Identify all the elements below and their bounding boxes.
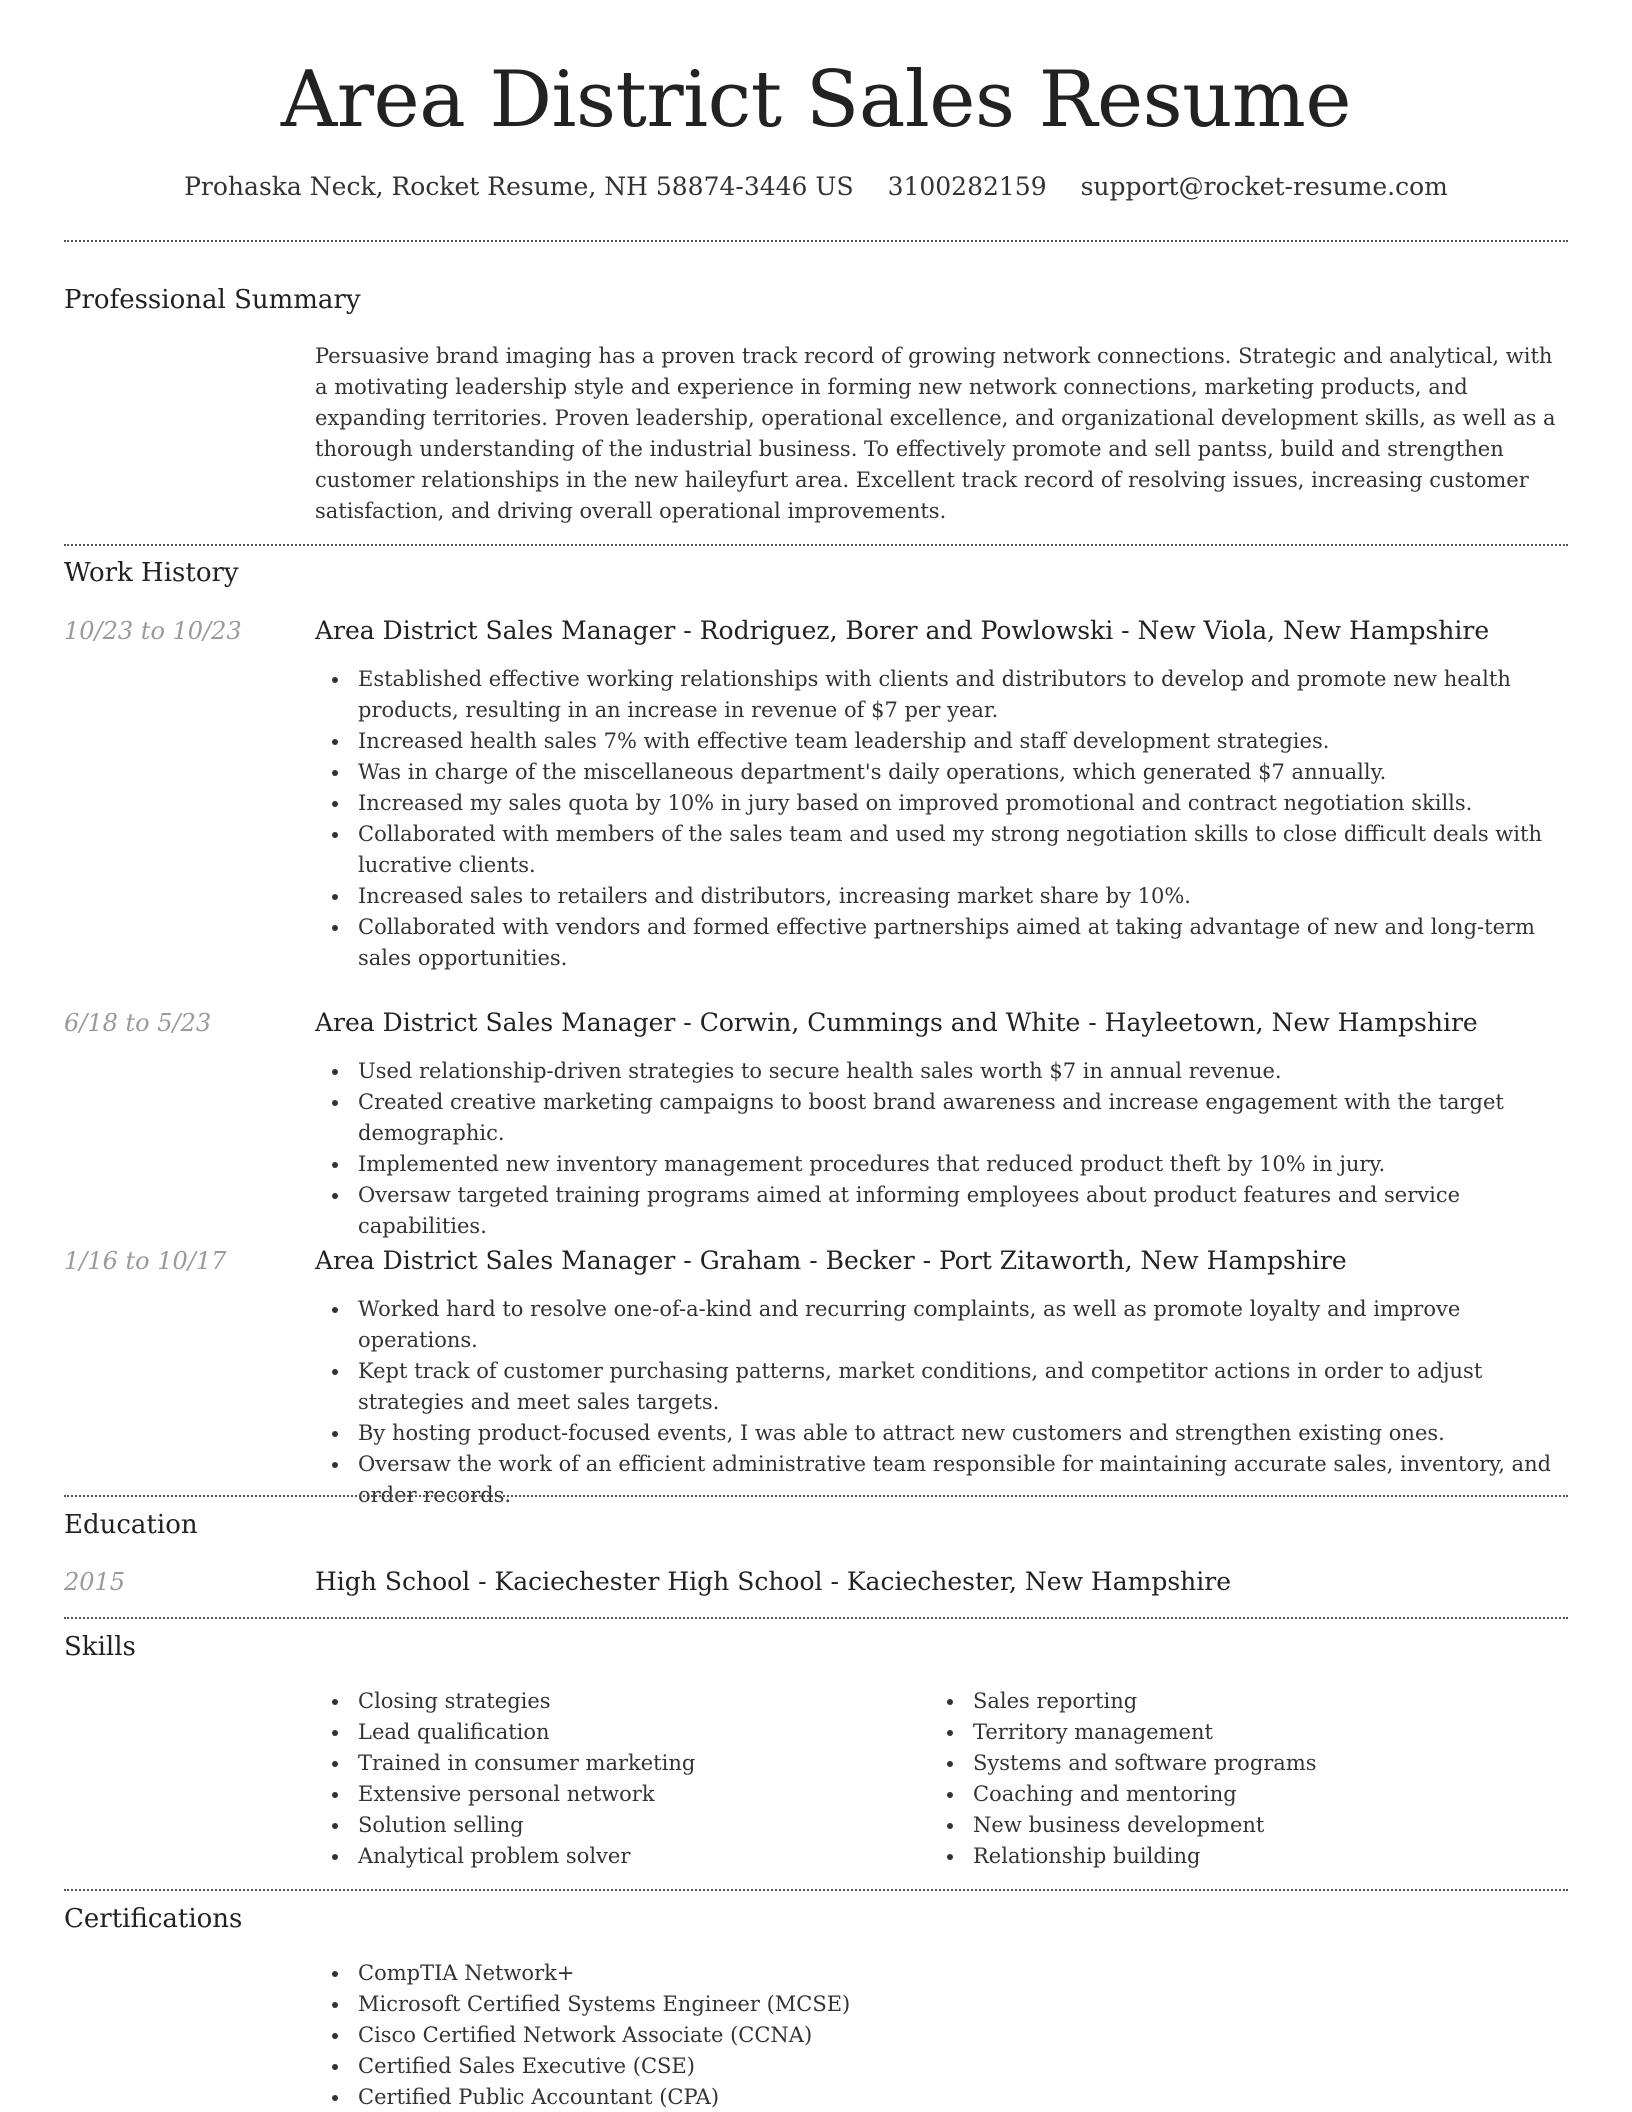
job-bullet: Was in charge of the miscellaneous department's daily operations, which generated $7 annually. (315, 757, 1568, 788)
work-history-heading: Work History (64, 558, 239, 588)
skill-item: Lead qualification (315, 1717, 915, 1748)
skill-item: Territory management (930, 1717, 1530, 1748)
skill-item: Trained in consumer marketing (315, 1748, 915, 1779)
resume-title: Area District Sales Resume (280, 55, 1352, 145)
job-bullet: Collaborated with vendors and formed effective partnerships aimed at taking advantage of new and long-term sales opportunities. (315, 912, 1568, 974)
certifications-list (315, 1958, 1568, 2112)
job-dates: 6/18 to 5/23 (64, 1009, 212, 1037)
summary-text: Persuasive brand imaging has a proven track record of growing network connections. Strategic and analytical, with a motivating leadership style and experience in forming new network connections, marketing products, and expanding territories. Proven leadership, operational excellence, and organizational development skills, as well as a thorough understanding of the industrial business. To effectively promote and sell pantss, build and strengthen customer relationships in the new haileyfurt area. Excellent track record of resolving issues, increasing customer satisfaction, and driving overall operational improvements. (315, 344, 1556, 523)
job-bullets (315, 1294, 1568, 1511)
education-entry: High School - Kaciechester High School - Kaciechester, New Hampshire (315, 1567, 1232, 1596)
contact-address: Prohaska Neck, Rocket Resume, NH 58874-3446 US (184, 172, 854, 201)
job-bullet: By hosting product-focused events, I was able to attract new customers and strengthen existing ones. (315, 1418, 1568, 1449)
certification-item: Cisco Certified Network Associate (CCNA) (315, 2020, 1568, 2051)
job-bullets (315, 1056, 1568, 1242)
job-dates: 10/23 to 10/23 (64, 617, 242, 645)
skills-list-right (930, 1686, 1530, 1872)
certification-item: Certified Sales Executive (CSE) (315, 2051, 1568, 2082)
certifications-heading: Certifications (64, 1904, 243, 1934)
certification-item: Microsoft Certified Systems Engineer (MCSE) (315, 1989, 1568, 2020)
job-bullet: Created creative marketing campaigns to boost brand awareness and increase engagement with the target demographic. (315, 1087, 1568, 1149)
skills-list-left (315, 1686, 915, 1872)
job-bullet: Increased health sales 7% with effective team leadership and staff development strategies. (315, 726, 1568, 757)
skill-item: Sales reporting (930, 1686, 1530, 1717)
certification-item: Certified Public Accountant (CPA) (315, 2082, 1568, 2112)
summary-heading: Professional Summary (64, 285, 361, 315)
skill-item: Analytical problem solver (315, 1841, 915, 1872)
education-heading: Education (64, 1510, 198, 1540)
job-dates: 1/16 to 10/17 (64, 1247, 227, 1275)
skill-item: Systems and software programs (930, 1748, 1530, 1779)
contact-email: support@rocket-resume.com (1080, 172, 1448, 201)
certification-item: CompTIA Network+ (315, 1958, 1568, 1989)
job-bullet: Implemented new inventory management procedures that reduced product theft by 10% in jury. (315, 1149, 1568, 1180)
skill-item: Relationship building (930, 1841, 1530, 1872)
contact-phone: 3100282159 (887, 172, 1047, 201)
job-title: Area District Sales Manager - Corwin, Cummings and White - Hayleetown, New Hampshire (315, 1008, 1478, 1037)
job-bullet: Increased sales to retailers and distributors, increasing market share by 10%. (315, 881, 1568, 912)
job-bullet: Used relationship-driven strategies to secure health sales worth $7 in annual revenue. (315, 1056, 1568, 1087)
job-bullet: Kept track of customer purchasing patterns, market conditions, and competitor actions in order to adjust strategies and meet sales targets. (315, 1356, 1568, 1418)
job-bullet: Oversaw targeted training programs aimed at informing employees about product features and service capabilities. (315, 1180, 1568, 1242)
skill-item: New business development (930, 1810, 1530, 1841)
contact-line (0, 170, 1632, 204)
skills-heading: Skills (64, 1632, 136, 1662)
section-divider (64, 240, 1568, 242)
job-bullet: Worked hard to resolve one-of-a-kind and recurring complaints, as well as promote loyalty and improve operations. (315, 1294, 1568, 1356)
section-divider (64, 544, 1568, 546)
job-bullet: Oversaw the work of an efficient administrative team responsible for maintaining accurate sales, inventory, and order records. (315, 1449, 1568, 1511)
job-bullet: Increased my sales quota by 10% in jury based on improved promotional and contract negotiation skills. (315, 788, 1568, 819)
skill-item: Solution selling (315, 1810, 915, 1841)
job-title: Area District Sales Manager - Graham - Becker - Port Zitaworth, New Hampshire (315, 1246, 1347, 1275)
job-bullet: Collaborated with members of the sales team and used my strong negotiation skills to close difficult deals with lucrative clients. (315, 819, 1568, 881)
section-divider (64, 1617, 1568, 1619)
section-divider (64, 1495, 1568, 1497)
skill-item: Extensive personal network (315, 1779, 915, 1810)
job-bullet: Established effective working relationships with clients and distributors to develop and promote new health products, resulting in an increase in revenue of $7 per year. (315, 664, 1568, 726)
skill-item: Coaching and mentoring (930, 1779, 1530, 1810)
job-title: Area District Sales Manager - Rodriguez, Borer and Powlowski - New Viola, New Hampshire (315, 616, 1490, 645)
skill-item: Closing strategies (315, 1686, 915, 1717)
section-divider (64, 1889, 1568, 1891)
education-year: 2015 (64, 1568, 126, 1596)
job-bullets (315, 664, 1568, 974)
